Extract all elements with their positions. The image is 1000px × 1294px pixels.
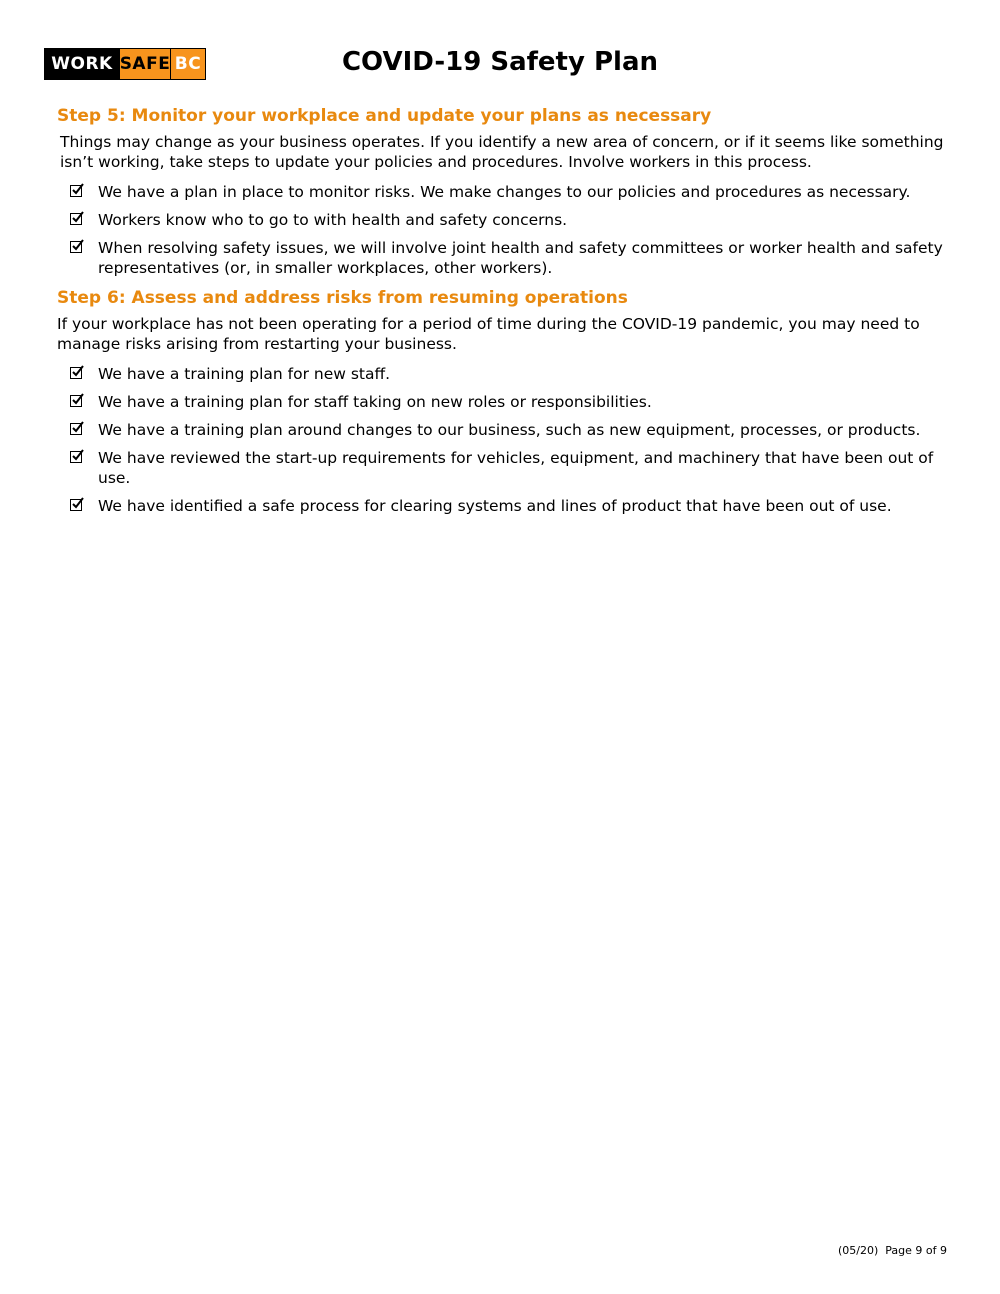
checkbox-checked-icon[interactable] bbox=[70, 423, 82, 435]
checklist-item-text: When resolving safety issues, we will involve joint health and safety committees or worker health and safety representatives (or, in smaller workplaces, other workers). bbox=[98, 239, 943, 277]
checklist-item bbox=[57, 496, 947, 516]
checklist-item bbox=[57, 392, 947, 412]
step-6-intro: If your workplace has not been operating for a period of time during the COVID-19 pandemic, you may need to manage risks arising from restarting your business. bbox=[57, 315, 920, 353]
checkbox-checked-icon[interactable] bbox=[70, 367, 82, 379]
checklist-item bbox=[57, 182, 947, 202]
step-6-section bbox=[57, 286, 947, 516]
main-content bbox=[57, 104, 947, 524]
checklist-item-text: We have reviewed the start-up requirements for vehicles, equipment, and machinery that have been out of use. bbox=[98, 449, 934, 487]
checklist-item bbox=[57, 420, 947, 440]
logo-safe: SAFE bbox=[119, 49, 171, 79]
checklist-item-text: We have a plan in place to monitor risks. We make changes to our policies and procedures as necessary. bbox=[98, 183, 911, 201]
checklist-item bbox=[57, 238, 947, 278]
revision-date: (05/20) bbox=[837, 1244, 879, 1257]
step-6-heading: Step 6: Assess and address risks from resuming operations bbox=[57, 288, 628, 308]
step-5-section bbox=[57, 104, 947, 278]
logo-bc: BC bbox=[171, 49, 205, 79]
checkbox-checked-icon[interactable] bbox=[70, 241, 82, 253]
logo-work: WORK bbox=[45, 49, 119, 79]
step-5-checklist bbox=[57, 182, 947, 278]
checklist-item-text: We have identified a safe process for clearing systems and lines of product that have been out of use. bbox=[98, 497, 892, 515]
step-5-heading: Step 5: Monitor your workplace and update your plans as necessary bbox=[57, 106, 712, 126]
checklist-item bbox=[57, 210, 947, 230]
step-5-intro: Things may change as your business operates. If you identify a new area of concern, or if it seems like something isn’t working, take steps to update your policies and procedures. Involve workers in this process. bbox=[60, 133, 944, 171]
checklist-item bbox=[57, 448, 947, 488]
checklist-item bbox=[57, 364, 947, 384]
checkbox-checked-icon[interactable] bbox=[70, 499, 82, 511]
checklist-item-text: We have a training plan around changes to our business, such as new equipment, processes, or products. bbox=[98, 421, 921, 439]
page-number: Page 9 of 9 bbox=[885, 1244, 947, 1257]
checklist-item-text: Workers know who to go to with health and safety concerns. bbox=[98, 211, 568, 229]
checkbox-checked-icon[interactable] bbox=[70, 395, 82, 407]
checkbox-checked-icon[interactable] bbox=[70, 451, 82, 463]
checkbox-checked-icon[interactable] bbox=[70, 213, 82, 225]
page-footer bbox=[838, 1244, 947, 1257]
checkbox-checked-icon[interactable] bbox=[70, 185, 82, 197]
checklist-item-text: We have a training plan for new staff. bbox=[98, 365, 391, 383]
checklist-item-text: We have a training plan for staff taking on new roles or responsibilities. bbox=[98, 393, 652, 411]
page-title: COVID-19 Safety Plan bbox=[341, 47, 659, 77]
step-6-checklist bbox=[57, 364, 947, 516]
